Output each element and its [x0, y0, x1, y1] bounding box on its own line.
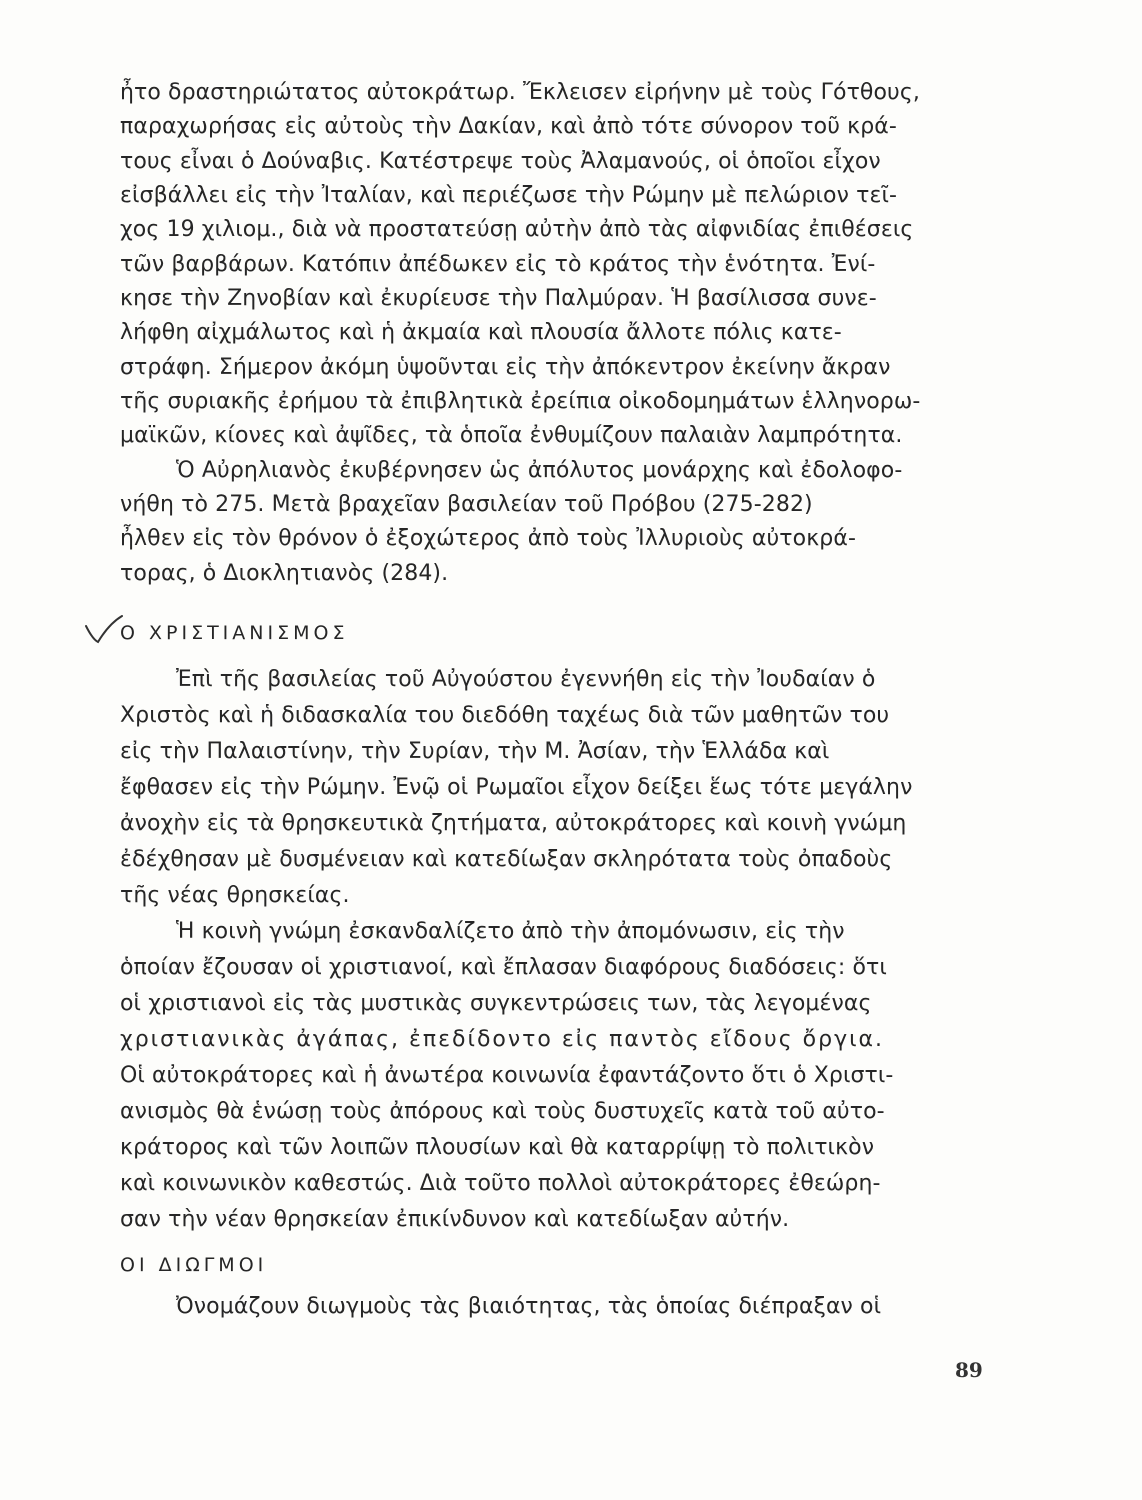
text-line: τορας, ὁ Διοκλητιανὸς (284). — [120, 561, 449, 586]
section-heading: Ο ΧΡΙΣΤΙΑΝΙΣΜΟΣ — [120, 622, 349, 644]
text-line: οἱ χριστιανοὶ εἰς τὰς μυστικὰς συγκεντρώσεις των, τὰς λεγομένας — [120, 991, 872, 1016]
text-line: Ὁ Αὐρηλιανὸς ἐκυβέρνησεν ὡς ἀπόλυτος μονάρχης καὶ ἐδολοφο- — [176, 458, 903, 483]
text-line: παραχωρήσας εἰς αὐτοὺς τὴν Δακίαν, καὶ ἀπὸ τότε σύνορον τοῦ κρά- — [120, 114, 897, 139]
text-line: τῆς συριακῆς ἐρήμου τὰ ἐπιβλητικὰ ἐρείπια οἰκοδομημάτων ἑλληνορω- — [120, 389, 921, 414]
text-line: ὁποίαν ἔζουσαν οἱ χριστιανοί, καὶ ἔπλασαν διαφόρους διαδόσεις: ὅτι — [120, 955, 887, 980]
text-line: ἔφθασεν εἰς τὴν Ρώμην. Ἐνῷ οἱ Ρωμαῖοι εἶχον δείξει ἕως τότε μεγάλην — [120, 775, 913, 800]
text-line: τῆς νέας θρησκείας. — [120, 883, 350, 908]
text-line: νήθη τὸ 275. Μετὰ βραχεῖαν βασιλείαν τοῦ Πρόβου (275-282) — [120, 492, 813, 517]
text-line: μαϊκῶν, κίονες καὶ ἀψῖδες, τὰ ὁποῖα ἐνθυμίζουν παλαιὰν λαμπρότητα. — [120, 423, 903, 448]
text-line: Οἱ αὐτοκράτορες καὶ ἡ ἀνωτέρα κοινωνία ἐφαντάζοντο ὅτι ὁ Χριστι- — [120, 1063, 894, 1088]
text-line: χος 19 χιλιομ., διὰ νὰ προστατεύσῃ αὐτὴν ἀπὸ τὰς αἰφνιδίας ἐπιθέσεις — [120, 217, 914, 242]
section-heading: ΟΙ ΔΙΩΓΜΟΙ — [120, 1254, 268, 1276]
text-line: στράφη. Σήμερον ἀκόμη ὑψοῦνται εἰς τὴν ἀπόκεντρον ἐκείνην ἄκραν — [120, 355, 891, 380]
text-line: τους εἶναι ὁ Δούναβις. Κατέστρεψε τοὺς Ἀλαμανούς, οἱ ὁποῖοι εἶχον — [120, 149, 881, 174]
text-line: ἦλθεν εἰς τὸν θρόνον ὁ ἐξοχώτερος ἀπὸ τοὺς Ἰλλυριοὺς αὐτοκρά- — [120, 526, 856, 551]
text-line: τῶν βαρβάρων. Κατόπιν ἀπέδωκεν εἰς τὸ κράτος τὴν ἑνότητα. Ἐνί- — [120, 252, 876, 277]
text-line: Ὀνομάζουν διωγμοὺς τὰς βιαιότητας, τὰς ὁποίας διέπραξαν οἱ — [176, 1294, 882, 1319]
text-line: εἰς τὴν Παλαιστίνην, τὴν Συρίαν, τὴν Μ. Ἀσίαν, τὴν Ἑλλάδα καὶ — [120, 739, 830, 764]
text-line: καὶ κοινωνικὸν καθεστώς. Διὰ τοῦτο πολλοὶ αὐτοκράτορες ἐθεώρη- — [120, 1171, 881, 1196]
text-line: σαν τὴν νέαν θρησκείαν ἐπικίνδυνον καὶ κατεδίωξαν αὐτήν. — [120, 1207, 790, 1232]
page-number: 89 — [955, 1358, 983, 1382]
text-line: ἐδέχθησαν μὲ δυσμένειαν καὶ κατεδίωξαν σκληρότατα τοὺς ὀπαδοὺς — [120, 847, 893, 872]
text-line: ἀνοχὴν εἰς τὰ θρησκευτικὰ ζητήματα, αὐτοκράτορες καὶ κοινὴ γνώμη — [120, 811, 907, 836]
text-line: χριστιανικὰς ἀγάπας, ἐπεδίδοντο εἰς παντὸς εἴδους ὄργια. — [120, 1027, 885, 1052]
text-line: ἦτο δραστηριώτατος αὐτοκράτωρ. Ἔκλεισεν εἰρήνην μὲ τοὺς Γότθους, — [120, 80, 920, 105]
text-line: κράτορος καὶ τῶν λοιπῶν πλουσίων καὶ θὰ καταρρίψῃ τὸ πολιτικὸν — [120, 1135, 875, 1160]
text-line: ανισμὸς θὰ ἑνώσῃ τοὺς ἀπόρους καὶ τοὺς δυστυχεῖς κατὰ τοῦ αὐτο- — [120, 1099, 885, 1124]
text-line: Ἡ κοινὴ γνώμη ἐσκανδαλίζετο ἀπὸ τὴν ἀπομόνωσιν, εἰς τὴν — [176, 919, 845, 944]
text-line: λήφθη αἰχμάλωτος καὶ ἡ ἀκμαία καὶ πλουσία ἄλλοτε πόλις κατε- — [120, 320, 842, 345]
text-line: κησε τὴν Ζηνοβίαν καὶ ἐκυρίευσε τὴν Παλμύραν. Ἡ βασίλισσα συνε- — [120, 286, 877, 311]
text-line: Ἐπὶ τῆς βασιλείας τοῦ Αὐγούστου ἐγεννήθη εἰς τὴν Ἰουδαίαν ὁ — [176, 667, 876, 692]
text-line: Χριστὸς καὶ ἡ διδασκαλία του διεδόθη ταχέως διὰ τῶν μαθητῶν του — [120, 703, 890, 728]
check-mark-icon — [84, 612, 124, 646]
text-line: εἰσβάλλει εἰς τὴν Ἰταλίαν, καὶ περιέζωσε τὴν Ρώμην μὲ πελώριον τεῖ- — [120, 183, 898, 208]
